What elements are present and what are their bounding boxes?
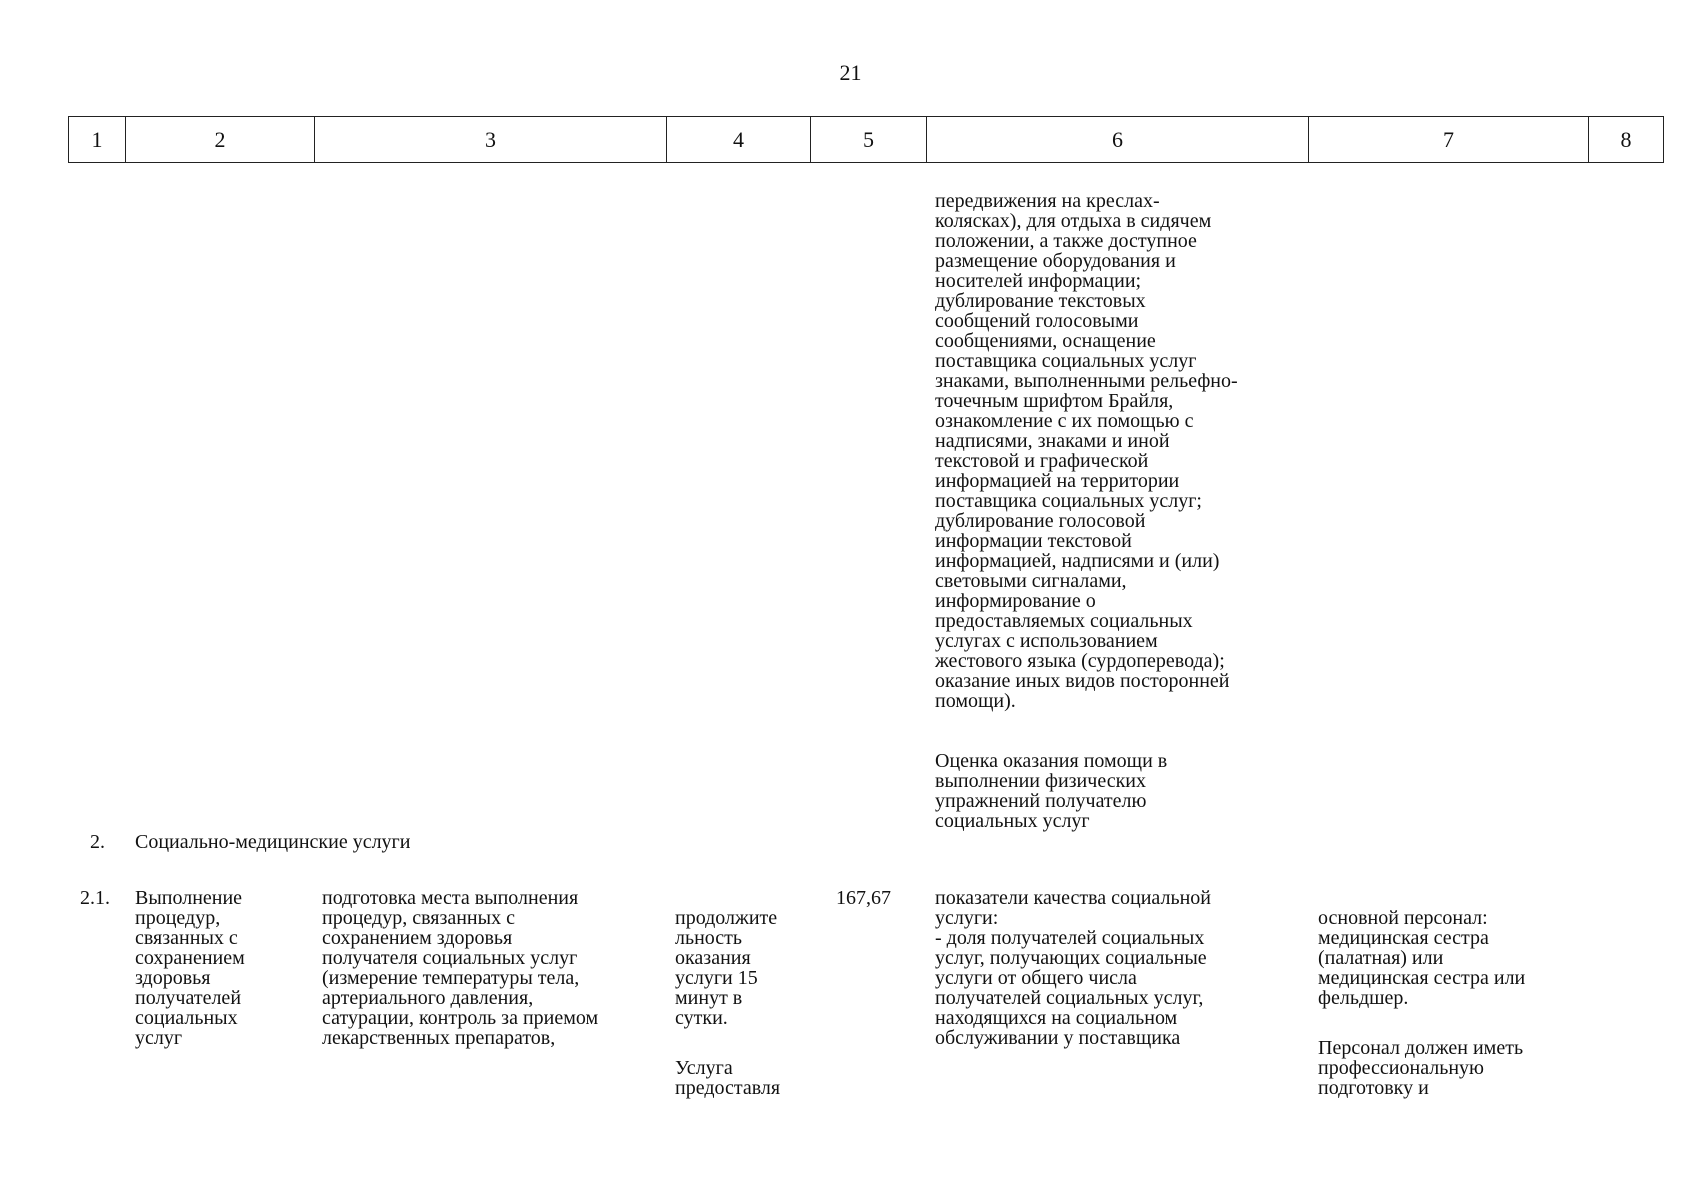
header-cell: 5 xyxy=(811,117,927,163)
column-numbers-header xyxy=(68,116,1664,163)
duration-extra-text: Услуга предоставля xyxy=(675,1057,781,1099)
service-name: Выполнение процедур, связанных с сохранением здоровья получателей социальных услуг xyxy=(135,887,245,1049)
accessibility-list-text: передвижения на креслах- колясках), для отдыха в сидячем положении, а также доступное размещение оборудования и носителей информации; дублирование текстовых сообщений голосовыми сообщениями, оснащение поставщика социальных услуг знаками, выполненными рельефно- точечным шрифтом Брайля, ознакомление с их помощью с надписями, знаками и иной текстовой и графической информацией на территории поставщика социальных услуг; дублирование голосовой информации текстовой информацией, надписями и (или) световыми сигналами, информирование о предоставляемых социальных услугах с использованием жестового языка (сурдоперевода); оказание иных видов посторонней помощи). xyxy=(935,190,1238,712)
section-number: 2. xyxy=(90,831,105,853)
quality-indicators: показатели качества социальной услуги: - доля получателей социальных услуг, получающих социальные услуги от общего числа получателей социальных услуг, находящихся на социальном обслуживании у поставщика xyxy=(935,887,1211,1049)
staff-requirements xyxy=(1318,888,1598,1118)
header-cell: 2 xyxy=(126,117,315,163)
staff-extra-text: Персонал должен иметь профессиональную подготовку и xyxy=(1318,1037,1524,1099)
header-row xyxy=(69,117,1664,163)
header-cell: 4 xyxy=(667,117,811,163)
section-title: Социально-медицинские услуги xyxy=(135,831,411,853)
service-duration xyxy=(675,888,810,1118)
header-cell: 3 xyxy=(315,117,667,163)
service-description: подготовка места выполнения процедур, связанных с сохранением здоровья получателя социальных услуг (измерение температуры тела, артериального давления, сатурации, контроль за приемом лекарственных препаратов, xyxy=(322,887,599,1049)
staff-text: основной персонал: медицинская сестра (палатная) или медицинская сестра или фельдшер. xyxy=(1318,907,1526,1009)
row-number: 2.1. xyxy=(80,887,110,909)
header-cell: 8 xyxy=(1589,117,1664,163)
header-cell: 7 xyxy=(1309,117,1589,163)
page-number: 21 xyxy=(839,60,862,85)
assessment-text: Оценка оказания помощи в выполнении физических упражнений получателю социальных услуг xyxy=(935,750,1168,832)
continuation-column-6 xyxy=(935,171,1315,851)
service-tariff: 167,67 xyxy=(836,887,891,909)
header-cell: 6 xyxy=(927,117,1309,163)
header-cell: 1 xyxy=(69,117,126,163)
duration-text: продолжите льность оказания услуги 15 минут в сутки. xyxy=(675,907,778,1029)
